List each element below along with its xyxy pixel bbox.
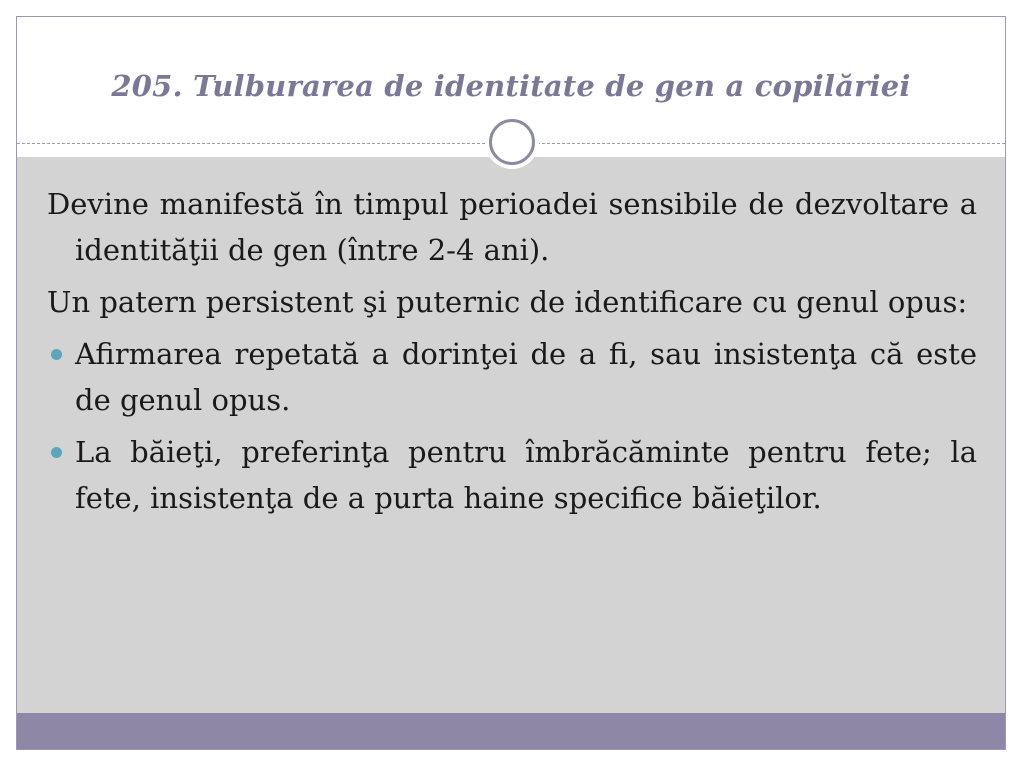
bullet-text: Afirmarea repetată a dorinţei de a fi, sau insistenţa că este de genul opus. <box>75 337 977 417</box>
paragraph-2: Un patern persistent şi puternic de identificare cu genul opus: <box>47 285 968 319</box>
paragraph-1: Devine manifestă în timpul perioadei sensibile de dezvoltare a identităţii de gen (între 2-4 ani). <box>47 187 977 267</box>
bullet-text: La băieţi, preferinţa pentru îmbrăcăminte pentru fete; la fete, insistenţa de a purta haine specifice băieţilor. <box>75 435 977 515</box>
circle-ring-icon <box>489 119 535 165</box>
bullet-item-2 <box>47 429 977 521</box>
bullet-dot-icon <box>51 349 62 360</box>
slide-body <box>47 181 977 527</box>
slide-title: 205. Tulburarea de identitate de gen a copilăriei <box>111 69 911 103</box>
footer-bar <box>17 713 1005 749</box>
bullet-dot-icon <box>51 447 62 458</box>
divider-circle-ornament <box>485 115 539 169</box>
slide <box>16 16 1006 750</box>
bullet-item-1 <box>47 331 977 423</box>
